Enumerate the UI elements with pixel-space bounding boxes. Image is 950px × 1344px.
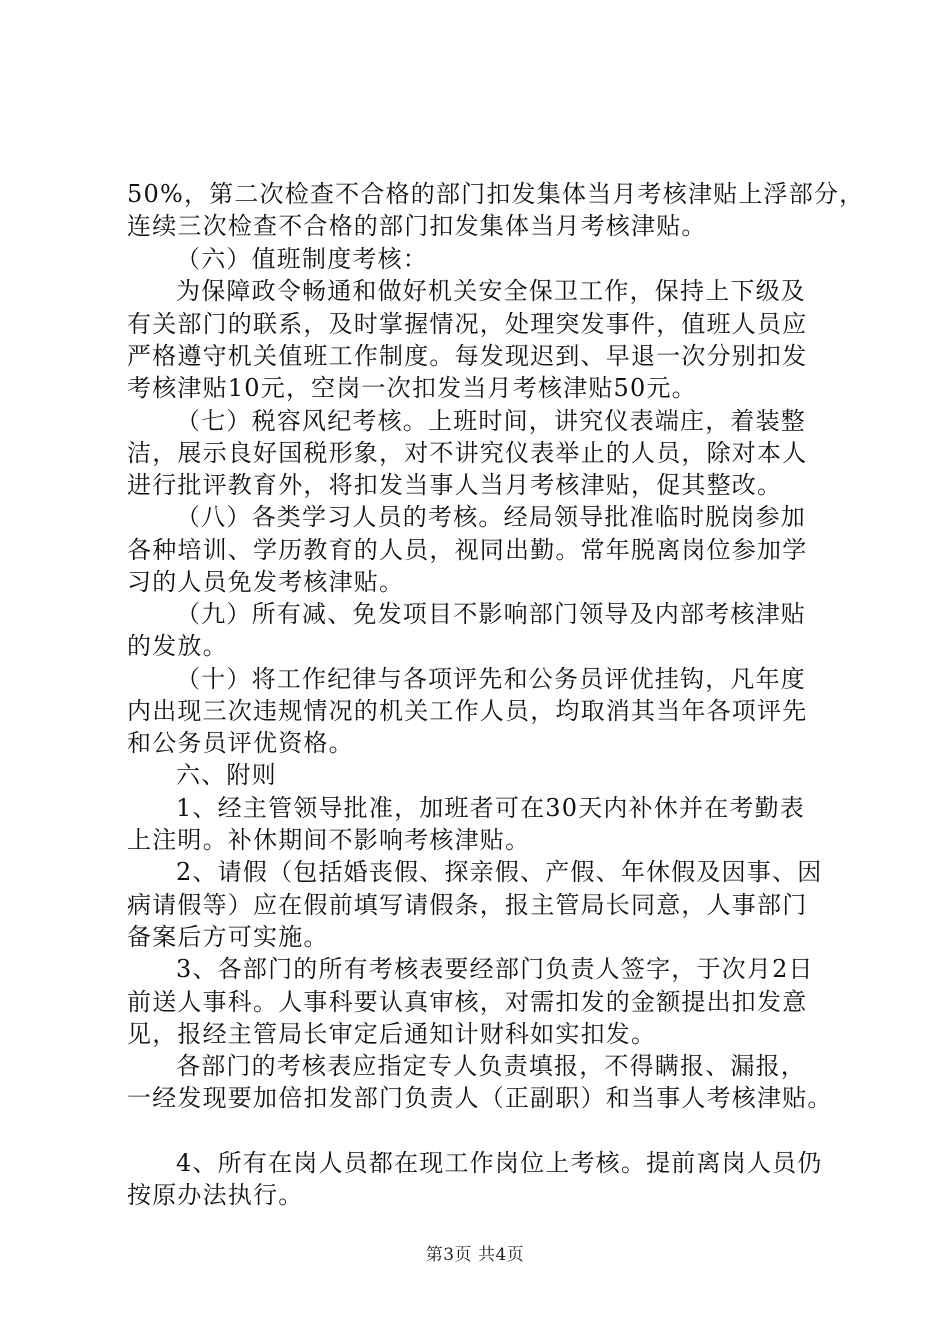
body-line-4: 为保障政令畅通和做好机关安全保卫工作，保持上下级及 [176, 277, 806, 305]
body-line-18: 和公务员评优资格。 [127, 729, 354, 757]
body-line-8: （七）税容风纪考核。上班时间，讲究仪表端庄，着装整 [176, 407, 806, 435]
body-line-25: 3、各部门的所有考核表要经部门负责人签字，于次月2日 [176, 955, 814, 983]
body-line-16: （十）将工作纪律与各项评先和公务员评优挂钩，凡年度 [176, 665, 806, 693]
body-line-14: （九）所有减、免发项目不影响部门领导及内部考核津贴 [176, 600, 806, 628]
body-line-29: 一经发现要加倍扣发部门负责人（正副职）和当事人考核津贴。 [127, 1084, 833, 1112]
body-line-27: 见，报经主管局长审定后通知计财科如实扣发。 [127, 1020, 657, 1048]
body-line-30: 4、所有在岗人员都在现工作岗位上考核。提前离岗人员仍 [176, 1149, 823, 1177]
body-line-17: 内出现三次违规情况的机关工作人员，均取消其当年各项评先 [127, 697, 808, 725]
body-line-21: 上注明。补休期间不影响考核津贴。 [127, 826, 531, 854]
body-line-15: 的发放。 [127, 632, 228, 660]
body-line-24: 备案后方可实施。 [127, 923, 329, 951]
body-line-23: 病请假等）应在假前填写请假条，报主管局长同意，人事部门 [127, 891, 808, 919]
body-line-6: 严格遵守机关值班工作制度。每发现迟到、早退一次分别扣发 [127, 342, 808, 370]
page-number-footer: 第3页 共4页 [425, 1245, 525, 1265]
body-line-11: （八）各类学习人员的考核。经局领导批准临时脱岗参加 [176, 503, 806, 531]
section-heading-appendix: 六、附则 [176, 761, 277, 789]
body-line-5: 有关部门的联系，及时掌握情况，处理突发事件，值班人员应 [127, 310, 808, 338]
body-line-31: 按原办法执行。 [127, 1181, 304, 1209]
body-line-1: 50%，第二次检查不合格的部门扣发集体当月考核津贴上浮部分， [127, 180, 865, 208]
body-line-12: 各种培训、学历教育的人员，视同出勤。常年脱离岗位参加学 [127, 536, 808, 564]
body-line-9: 洁，展示良好国税形象，对不讲究仪表举止的人员，除对本人 [127, 439, 808, 467]
body-line-10: 进行批评教育外，将扣发当事人当月考核津贴，促其整改。 [127, 471, 783, 499]
body-line-13: 习的人员免发考核津贴。 [127, 568, 405, 596]
section-heading-duty: （六）值班制度考核： [176, 245, 428, 273]
body-line-28: 各部门的考核表应指定专人负责填报，不得瞒报、漏报， [176, 1052, 806, 1080]
body-line-2: 连续三次检查不合格的部门扣发集体当月考核津贴。 [127, 212, 707, 240]
body-line-7: 考核津贴10元，空岗一次扣发当月考核津贴50元。 [127, 374, 697, 402]
body-line-22: 2、请假（包括婚丧假、探亲假、产假、年休假及因事、因 [176, 858, 823, 886]
body-line-26: 前送人事科。人事科要认真审核，对需扣发的金额提出扣发意 [127, 988, 808, 1016]
body-line-20: 1、经主管领导批准，加班者可在30天内补休并在考勤表 [176, 794, 806, 822]
